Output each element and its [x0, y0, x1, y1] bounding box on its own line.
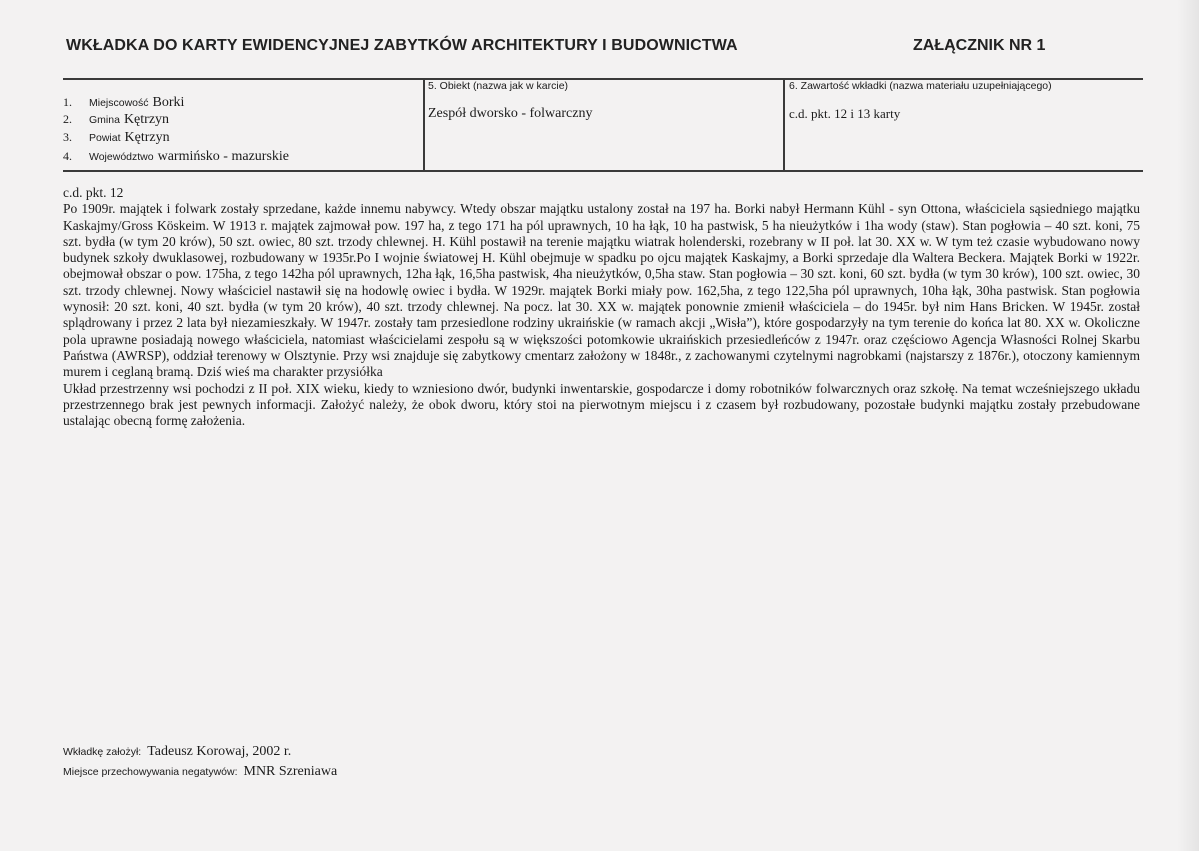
- field-label: Powiat: [89, 132, 121, 144]
- body-paragraph-history: Po 1909r. majątek i folwark zostały sprzedane, każde innemu nabywcy. Wtedy obszar majątku ustalony został na 197 ha. Borki nabył Hermann Kühl - syn Ottona, właściciela sąsiedniego majątku Kaskajmy/Gross Köskeim. W 1913 r. majątek zajmował pow. 197 ha, z tego 171 ha pól uprawnych, 10 ha łąk, 10 ha pastwisk, 5 ha nieużytków i 1ha wody (staw). Stan pogłowia – 40 szt. koni, 75 szt. bydła (w tym 20 krów), 50 szt. owiec, 80 szt. trzody chlewnej. H. Kühl postawił na terenie majątku wiatrak holenderski, rozebrany w II poł. lat 30. XX w. W tym też czasie wybudowano nowy budynek szkoły dwuklasowej, rozbudowany w 1935r.Po I wojnie światowej H. Kühl obejmuje w spadku po ojcu majątek Kaskajmy, a Borki sprzedaje dla Waltera Beckera. Majątek Borki w 1922r. obejmował obszar o pow. 175ha, z tego 142ha pól uprawnych, 12ha łąk, 16,5ha pastwisk, 4ha nieużytków, 0,5ha staw. Stan pogłowia – 30 szt. koni, 60 szt. bydła (w tym 30 krów), 100 szt. owiec, 30 szt. trzody chlewnej. Nowy właściciel nastawił się na hodowlę owiec i bydła. W 1929r. majątek Borki miały pow. 162,5ha, z tego 122,5ha pól uprawnych, 10ha łąk, 30ha pastwisk. Stan pogłowia wynosił: 20 szt. koni, 40 szt. bydła (w tym 20 krów), 40 szt. trzody chlewnej. Na pocz. lat 30. XX w. majątek ponownie zmienił właściciela – do 1945r. był nim Hans Bricken. W 1945r. został splądrowany i przez 2 lata był niezamieszkały. W 1947r. zostały tam przesiedlone rodziny ukraińskie (w ramach akcji „Wisła”), które gospodarzyły na tym terenie do końca lat 80. XX w. Okoliczne pola uprawne posiadają nowego właściciela, natomiast właścicielami zespołu są w większości potomkowie ukraińskich przesiedleńców z 1947r. oraz częściowo Agencja Własności Rolnej Skarbu Państwa (AWRSP), oddział terenowy w Olsztynie. Przy wsi znajduje się zabytkowy cmentarz założony w 1848r., z zachowanymi czytelnymi nagrobkami (najstarszy z 1876r.), otoczony kamiennym murem i ceglaną bramą. Dziś wieś ma charakter przysiółka: [63, 201, 1140, 380]
- field-label: Miejscowość: [89, 97, 149, 109]
- author-value: Tadeusz Korowaj, 2002 r.: [147, 744, 292, 759]
- field-number: 1.: [63, 95, 72, 109]
- field-value: Borki: [152, 95, 185, 110]
- form-title: WKŁADKA DO KARTY EWIDENCYJNEJ ZABYTKÓW ARCHITEKTURY I BUDOWNICTWA: [66, 37, 738, 54]
- storage-label: Miejsce przechowywania negatywów:: [63, 766, 238, 778]
- field-value: Kętrzyn: [124, 130, 170, 145]
- annex-label: ZAŁĄCZNIK NR 1: [913, 37, 1046, 54]
- field-label: Województwo: [89, 151, 154, 163]
- field-label: Gmina: [89, 114, 120, 126]
- storage-row: [63, 762, 337, 780]
- body-paragraph-layout: Układ przestrzenny wsi pochodzi z II poł. XIX wieku, kiedy to wzniesiono dwór, budynki inwentarskie, gospodarcze i domy robotników folwarcznych oraz szkołę. Na temat wcześniejszego układu przestrzennego brak jest pewnych informacji. Założyć należy, że obok dworu, który stoi na pierwotnym miejscu i z czasem był rozbudowany, pozostałe budynki majątku zostały przebudowane ustalając obecną formę założenia.: [63, 380, 1140, 429]
- author-row: [63, 742, 291, 760]
- field-number: 4.: [63, 149, 72, 163]
- scan-edge-shadow: [1177, 0, 1199, 851]
- field-value: warmińsko - mazurskie: [157, 149, 290, 164]
- body-intro: c.d. pkt. 12: [63, 185, 124, 200]
- location-field-locality: [63, 93, 184, 111]
- storage-value: MNR Szreniawa: [243, 764, 338, 779]
- body-text: [63, 185, 1140, 429]
- table-divider-1: [423, 78, 425, 171]
- author-label: Wkładkę założył:: [63, 746, 142, 758]
- object-box-caption: 5. Obiekt (nazwa jak w karcie): [428, 80, 569, 92]
- field-value: Kętrzyn: [123, 112, 170, 127]
- location-field-voivodeship: [63, 147, 289, 165]
- field-number: 2.: [63, 112, 72, 126]
- location-field-county: [63, 128, 170, 146]
- location-field-commune: [63, 110, 169, 128]
- object-box-value: Zespół dworsko - folwarczny: [428, 106, 593, 121]
- content-box-caption: 6. Zawartość wkładki (nazwa materiału uzupełniającego): [789, 80, 1052, 92]
- table-divider-2: [783, 78, 785, 171]
- content-box-value: c.d. pkt. 12 i 13 karty: [789, 106, 901, 121]
- field-number: 3.: [63, 130, 72, 144]
- table-bottom-border: [63, 170, 1143, 172]
